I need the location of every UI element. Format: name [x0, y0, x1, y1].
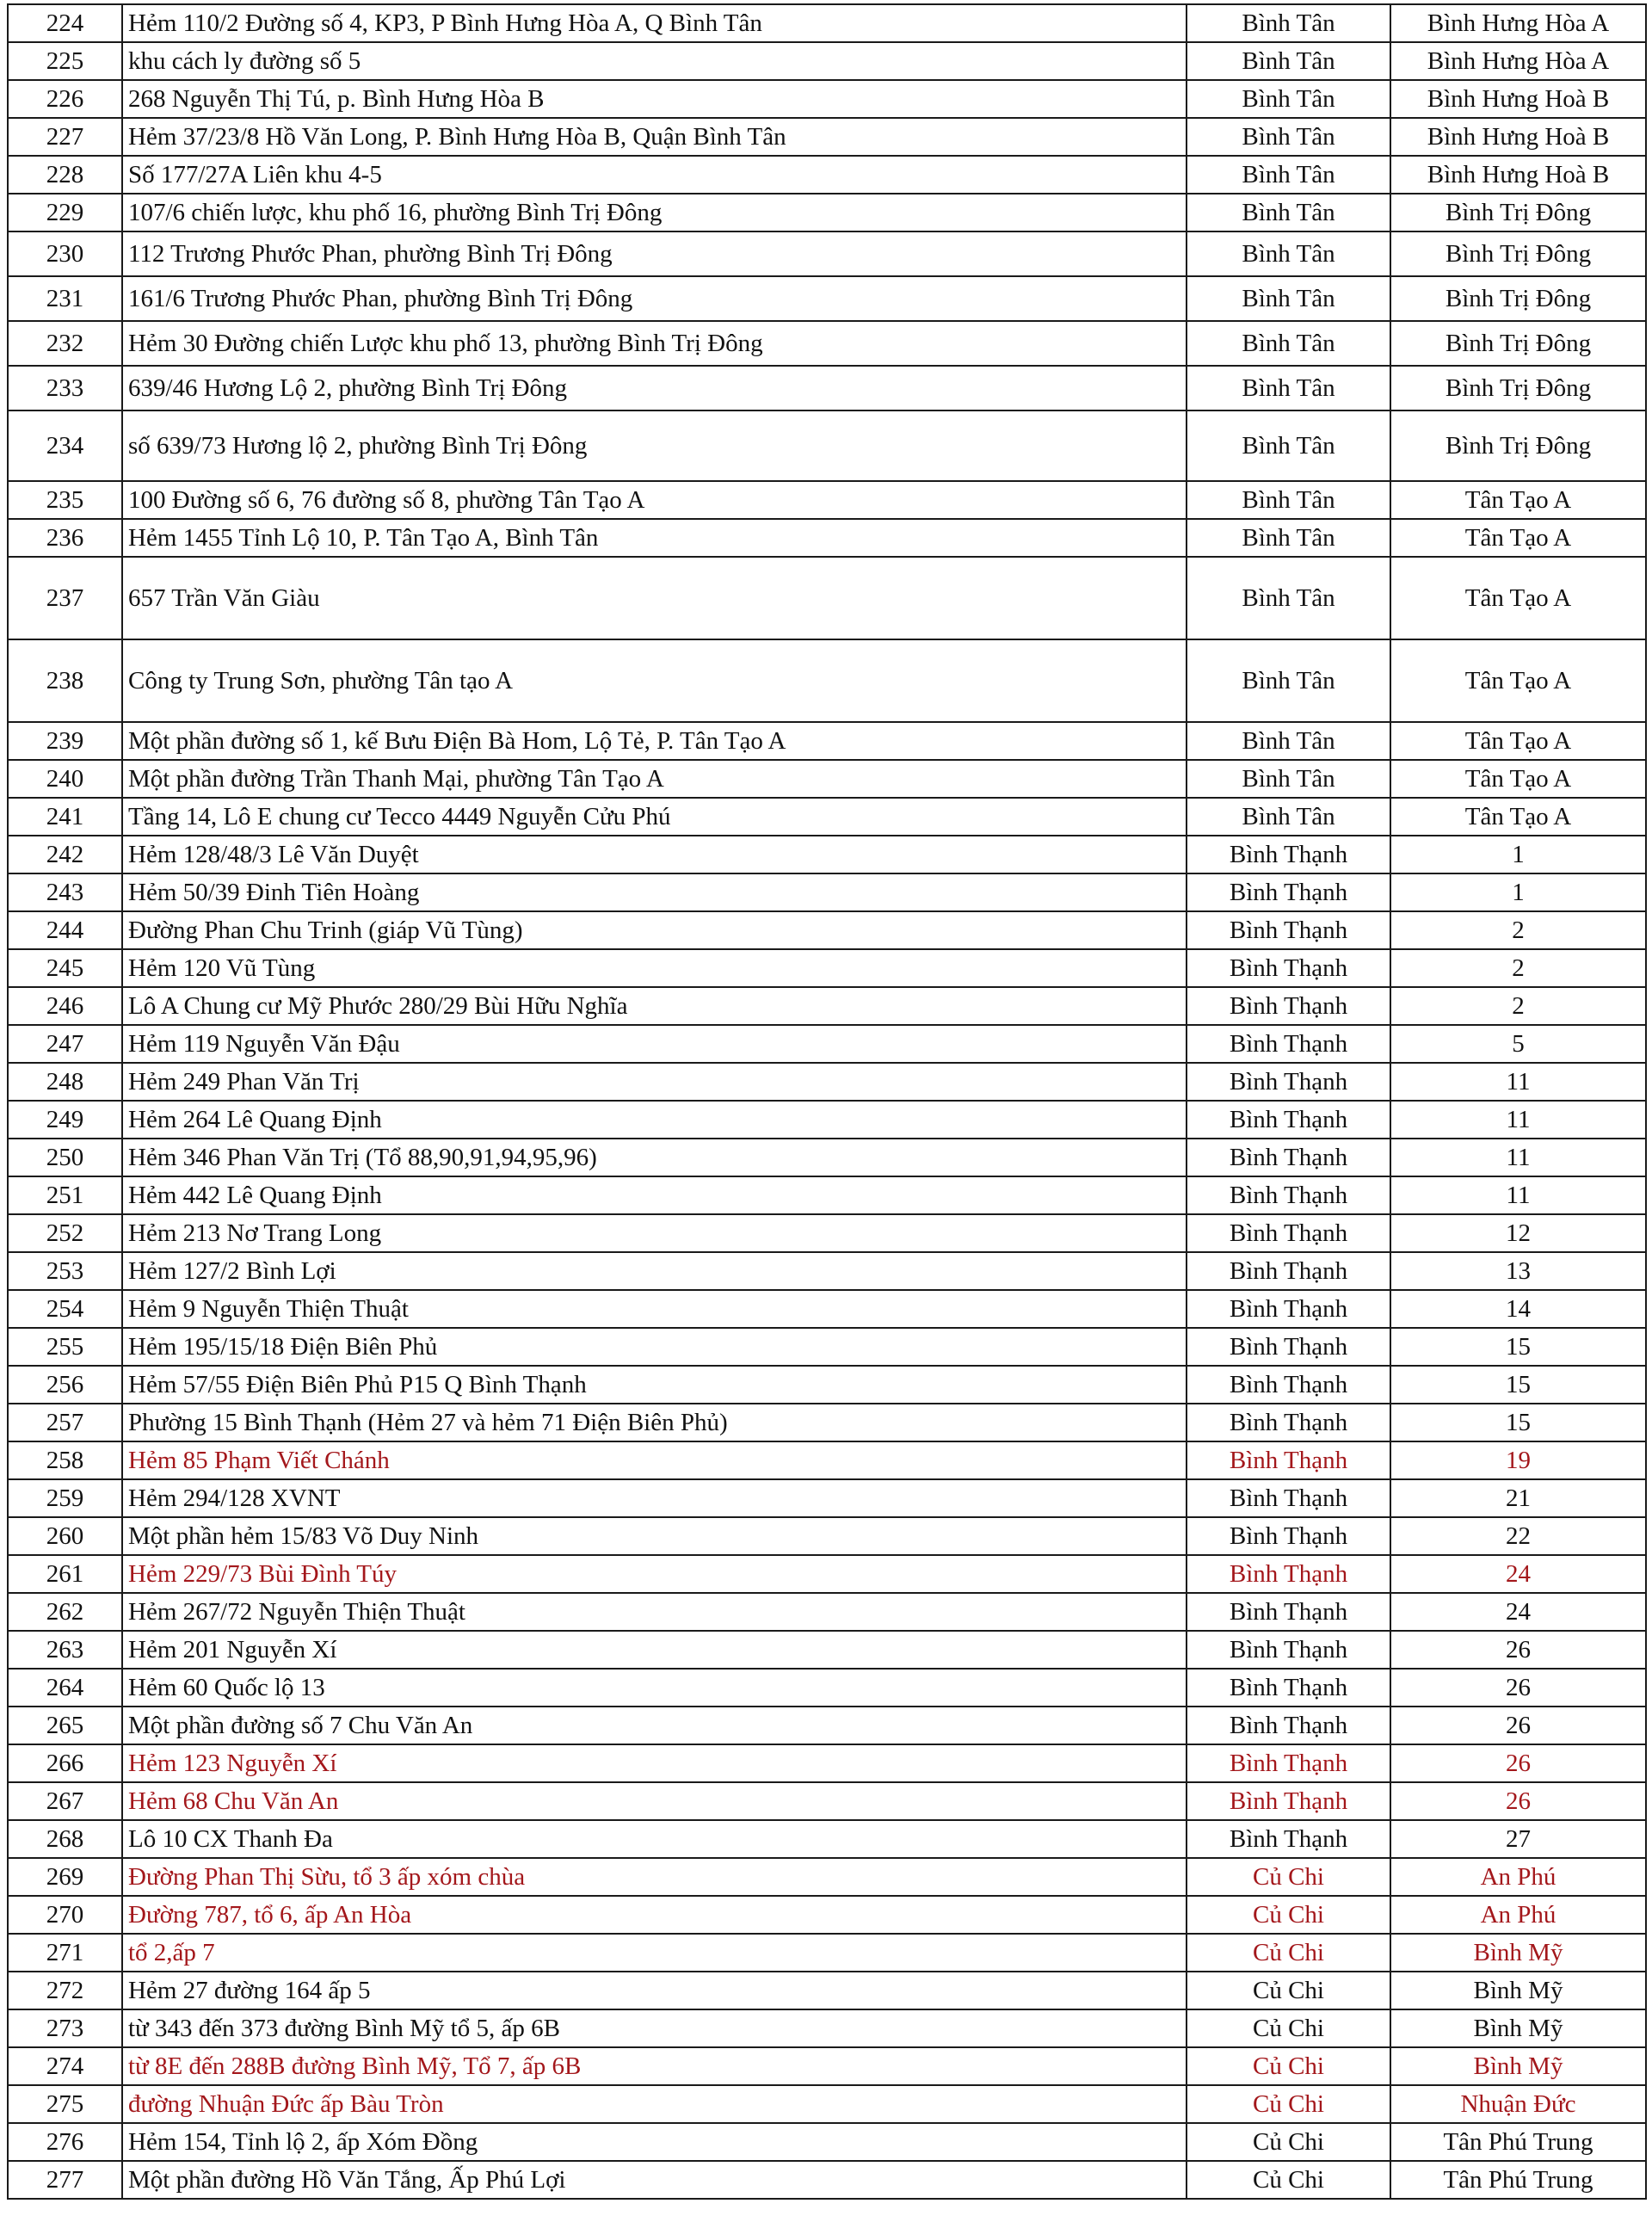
row-ward: 26 — [1390, 1631, 1646, 1669]
row-address: Hẻm 9 Nguyễn Thiện Thuật — [122, 1290, 1187, 1328]
row-address: tổ 2,ấp 7 — [122, 1934, 1187, 1972]
row-district: Bình Thạnh — [1187, 1479, 1390, 1517]
row-number: 277 — [8, 2161, 122, 2199]
row-ward: Bình Hưng Hòa A — [1390, 42, 1646, 80]
table-row — [8, 1328, 1646, 1366]
row-address: 100 Đường số 6, 76 đường số 8, phường Tân Tạo A — [122, 481, 1187, 519]
row-address: Tầng 14, Lô E chung cư Tecco 4449 Nguyễn Cửu Phú — [122, 798, 1187, 836]
row-district: Bình Thạnh — [1187, 873, 1390, 911]
row-ward: 11 — [1390, 1176, 1646, 1214]
table-row — [8, 722, 1646, 760]
row-address: Lô 10 CX Thanh Đa — [122, 1820, 1187, 1858]
table-row — [8, 1214, 1646, 1252]
row-ward: 12 — [1390, 1214, 1646, 1252]
table-row — [8, 194, 1646, 231]
row-address: Đường Phan Chu Trinh (giáp Vũ Tùng) — [122, 911, 1187, 949]
row-number: 259 — [8, 1479, 122, 1517]
row-number: 238 — [8, 639, 122, 722]
row-number: 252 — [8, 1214, 122, 1252]
row-district: Bình Tân — [1187, 321, 1390, 366]
row-number: 270 — [8, 1896, 122, 1934]
row-number: 235 — [8, 481, 122, 519]
row-ward: An Phú — [1390, 1896, 1646, 1934]
table-row — [8, 987, 1646, 1025]
row-number: 263 — [8, 1631, 122, 1669]
row-number: 224 — [8, 4, 122, 42]
table-row — [8, 1593, 1646, 1631]
table-row — [8, 2161, 1646, 2199]
row-address: Hẻm 60 Quốc lộ 13 — [122, 1669, 1187, 1707]
table-row — [8, 1858, 1646, 1896]
row-number: 258 — [8, 1441, 122, 1479]
row-number: 271 — [8, 1934, 122, 1972]
row-number: 274 — [8, 2047, 122, 2085]
row-ward: Tân Tạo A — [1390, 639, 1646, 722]
row-district: Bình Thạnh — [1187, 1139, 1390, 1176]
row-ward: 27 — [1390, 1820, 1646, 1858]
table-row — [8, 4, 1646, 42]
table-row — [8, 2009, 1646, 2047]
row-ward: Tân Tạo A — [1390, 481, 1646, 519]
table-row — [8, 1101, 1646, 1139]
row-address: Hẻm 110/2 Đường số 4, KP3, P Bình Hưng Hòa A, Q Bình Tân — [122, 4, 1187, 42]
row-address: Hẻm 264 Lê Quang Định — [122, 1101, 1187, 1139]
row-district: Bình Thạnh — [1187, 949, 1390, 987]
table-row — [8, 410, 1646, 481]
row-ward: 19 — [1390, 1441, 1646, 1479]
table-row — [8, 1782, 1646, 1820]
row-ward: Bình Trị Đông — [1390, 321, 1646, 366]
row-number: 248 — [8, 1063, 122, 1101]
row-number: 265 — [8, 1707, 122, 1744]
row-ward: Tân Phú Trung — [1390, 2161, 1646, 2199]
table-row — [8, 1404, 1646, 1441]
table-row — [8, 2085, 1646, 2123]
row-address: Hẻm 346 Phan Văn Trị (Tổ 88,90,91,94,95,96) — [122, 1139, 1187, 1176]
row-district: Bình Tân — [1187, 722, 1390, 760]
row-ward: Tân Tạo A — [1390, 519, 1646, 557]
row-address: Hẻm 201 Nguyễn Xí — [122, 1631, 1187, 1669]
row-number: 268 — [8, 1820, 122, 1858]
row-ward: Tân Phú Trung — [1390, 2123, 1646, 2161]
row-district: Bình Thạnh — [1187, 1214, 1390, 1252]
row-address: Số 177/27A Liên khu 4-5 — [122, 156, 1187, 194]
table-row — [8, 557, 1646, 639]
row-district: Bình Thạnh — [1187, 1063, 1390, 1101]
row-district: Bình Tân — [1187, 118, 1390, 156]
row-address: Hẻm 229/73 Bùi Đình Túy — [122, 1555, 1187, 1593]
table-row — [8, 1707, 1646, 1744]
row-address: Hẻm 127/2 Bình Lợi — [122, 1252, 1187, 1290]
table-row — [8, 1972, 1646, 2009]
row-district: Củ Chi — [1187, 2085, 1390, 2123]
row-number: 243 — [8, 873, 122, 911]
row-district: Bình Tân — [1187, 194, 1390, 231]
row-district: Bình Thạnh — [1187, 1176, 1390, 1214]
row-district: Bình Thạnh — [1187, 1517, 1390, 1555]
row-number: 266 — [8, 1744, 122, 1782]
row-number: 275 — [8, 2085, 122, 2123]
table-row — [8, 42, 1646, 80]
row-ward: Bình Hưng Hoà B — [1390, 80, 1646, 118]
table-row — [8, 481, 1646, 519]
row-ward: Bình Mỹ — [1390, 2047, 1646, 2085]
row-number: 261 — [8, 1555, 122, 1593]
table-row — [8, 1441, 1646, 1479]
row-number: 247 — [8, 1025, 122, 1063]
table-row — [8, 156, 1646, 194]
row-ward: Nhuận Đức — [1390, 2085, 1646, 2123]
row-district: Bình Thạnh — [1187, 911, 1390, 949]
row-number: 229 — [8, 194, 122, 231]
row-ward: Bình Trị Đông — [1390, 231, 1646, 276]
row-ward: 15 — [1390, 1328, 1646, 1366]
row-district: Bình Thạnh — [1187, 1669, 1390, 1707]
row-district: Củ Chi — [1187, 1858, 1390, 1896]
table-row — [8, 836, 1646, 873]
row-number: 260 — [8, 1517, 122, 1555]
row-ward: Bình Mỹ — [1390, 2009, 1646, 2047]
row-address: Hẻm 154, Tỉnh lộ 2, ấp Xóm Đồng — [122, 2123, 1187, 2161]
row-number: 228 — [8, 156, 122, 194]
row-ward: Tân Tạo A — [1390, 760, 1646, 798]
row-address: Đường Phan Thị Sừu, tổ 3 ấp xóm chùa — [122, 1858, 1187, 1896]
row-district: Bình Thạnh — [1187, 1252, 1390, 1290]
row-number: 262 — [8, 1593, 122, 1631]
row-number: 230 — [8, 231, 122, 276]
row-number: 244 — [8, 911, 122, 949]
row-ward: 26 — [1390, 1782, 1646, 1820]
row-ward: Bình Mỹ — [1390, 1934, 1646, 1972]
row-address: từ 8E đến 288B đường Bình Mỹ, Tổ 7, ấp 6B — [122, 2047, 1187, 2085]
table-row — [8, 1063, 1646, 1101]
row-ward: 2 — [1390, 987, 1646, 1025]
row-number: 249 — [8, 1101, 122, 1139]
row-address: Lô A Chung cư Mỹ Phước 280/29 Bùi Hữu Nghĩa — [122, 987, 1187, 1025]
row-district: Bình Thạnh — [1187, 1328, 1390, 1366]
row-district: Bình Thạnh — [1187, 1290, 1390, 1328]
row-number: 276 — [8, 2123, 122, 2161]
table-row — [8, 639, 1646, 722]
row-district: Bình Tân — [1187, 156, 1390, 194]
table-row — [8, 2123, 1646, 2161]
row-district: Bình Thạnh — [1187, 1404, 1390, 1441]
row-district: Bình Thạnh — [1187, 987, 1390, 1025]
row-district: Bình Tân — [1187, 481, 1390, 519]
row-number: 257 — [8, 1404, 122, 1441]
row-district: Củ Chi — [1187, 2047, 1390, 2085]
row-address: 161/6 Trương Phước Phan, phường Bình Trị Đông — [122, 276, 1187, 321]
row-number: 255 — [8, 1328, 122, 1366]
table-row — [8, 1290, 1646, 1328]
row-address: Một phần đường số 1, kế Bưu Điện Bà Hom, Lộ Tẻ, P. Tân Tạo A — [122, 722, 1187, 760]
row-ward: Bình Trị Đông — [1390, 410, 1646, 481]
row-number: 272 — [8, 1972, 122, 2009]
row-address: Hẻm 30 Đường chiến Lược khu phố 13, phường Bình Trị Đông — [122, 321, 1187, 366]
row-ward: 1 — [1390, 873, 1646, 911]
row-number: 225 — [8, 42, 122, 80]
row-ward: Bình Trị Đông — [1390, 366, 1646, 410]
row-address: 639/46 Hương Lộ 2, phường Bình Trị Đông — [122, 366, 1187, 410]
row-address: Hẻm 442 Lê Quang Định — [122, 1176, 1187, 1214]
row-address: Phường 15 Bình Thạnh (Hẻm 27 và hẻm 71 Điện Biên Phủ) — [122, 1404, 1187, 1441]
row-address: Hẻm 50/39 Đinh Tiên Hoàng — [122, 873, 1187, 911]
row-address: Hẻm 120 Vũ Tùng — [122, 949, 1187, 987]
row-ward: Bình Trị Đông — [1390, 194, 1646, 231]
row-district: Bình Thạnh — [1187, 1820, 1390, 1858]
row-ward: 11 — [1390, 1101, 1646, 1139]
table-row — [8, 1820, 1646, 1858]
row-ward: 11 — [1390, 1139, 1646, 1176]
table-row — [8, 231, 1646, 276]
table-row — [8, 1517, 1646, 1555]
table-row — [8, 1631, 1646, 1669]
row-address: Hẻm 57/55 Điện Biên Phủ P15 Q Bình Thạnh — [122, 1366, 1187, 1404]
table-row — [8, 911, 1646, 949]
row-number: 231 — [8, 276, 122, 321]
row-address: Hẻm 128/48/3 Lê Văn Duyệt — [122, 836, 1187, 873]
row-address: Một phần đường Trần Thanh Mại, phường Tân Tạo A — [122, 760, 1187, 798]
row-ward: 5 — [1390, 1025, 1646, 1063]
row-district: Bình Thạnh — [1187, 1366, 1390, 1404]
row-ward: Tân Tạo A — [1390, 798, 1646, 836]
row-district: Bình Thạnh — [1187, 1631, 1390, 1669]
row-address: 107/6 chiến lược, khu phố 16, phường Bình Trị Đông — [122, 194, 1187, 231]
row-district: Bình Thạnh — [1187, 1744, 1390, 1782]
row-ward: 22 — [1390, 1517, 1646, 1555]
table-row — [8, 1479, 1646, 1517]
row-address: Hẻm 85 Phạm Viết Chánh — [122, 1441, 1187, 1479]
row-district: Củ Chi — [1187, 2009, 1390, 2047]
row-address: Hẻm 249 Phan Văn Trị — [122, 1063, 1187, 1101]
table-row — [8, 760, 1646, 798]
table-row — [8, 1252, 1646, 1290]
row-district: Bình Thạnh — [1187, 1707, 1390, 1744]
row-address: khu cách ly đường số 5 — [122, 42, 1187, 80]
row-address: Hẻm 27 đường 164 ấp 5 — [122, 1972, 1187, 2009]
row-number: 245 — [8, 949, 122, 987]
row-district: Bình Tân — [1187, 760, 1390, 798]
row-number: 251 — [8, 1176, 122, 1214]
row-number: 241 — [8, 798, 122, 836]
table-row — [8, 80, 1646, 118]
row-number: 253 — [8, 1252, 122, 1290]
row-number: 236 — [8, 519, 122, 557]
table-body — [8, 4, 1646, 2199]
row-ward: Bình Hưng Hoà B — [1390, 118, 1646, 156]
row-address: Hẻm 119 Nguyễn Văn Đậu — [122, 1025, 1187, 1063]
row-ward: An Phú — [1390, 1858, 1646, 1896]
row-ward: Bình Hưng Hoà B — [1390, 156, 1646, 194]
row-district: Bình Tân — [1187, 366, 1390, 410]
row-ward: 24 — [1390, 1555, 1646, 1593]
row-ward: Bình Trị Đông — [1390, 276, 1646, 321]
row-number: 226 — [8, 80, 122, 118]
row-number: 227 — [8, 118, 122, 156]
row-address: 657 Trần Văn Giàu — [122, 557, 1187, 639]
row-district: Bình Thạnh — [1187, 1101, 1390, 1139]
table-row — [8, 276, 1646, 321]
row-address: 268 Nguyễn Thị Tú, p. Bình Hưng Hòa B — [122, 80, 1187, 118]
table-row — [8, 1669, 1646, 1707]
row-district: Bình Tân — [1187, 80, 1390, 118]
row-district: Củ Chi — [1187, 1934, 1390, 1972]
row-address: Hẻm 1455 Tỉnh Lộ 10, P. Tân Tạo A, Bình Tân — [122, 519, 1187, 557]
row-district: Bình Thạnh — [1187, 836, 1390, 873]
row-number: 240 — [8, 760, 122, 798]
table-row — [8, 873, 1646, 911]
row-number: 242 — [8, 836, 122, 873]
row-address: Hẻm 213 Nơ Trang Long — [122, 1214, 1187, 1252]
row-district: Bình Tân — [1187, 276, 1390, 321]
row-district: Bình Thạnh — [1187, 1441, 1390, 1479]
row-number: 256 — [8, 1366, 122, 1404]
row-ward: 14 — [1390, 1290, 1646, 1328]
table-row — [8, 1744, 1646, 1782]
row-district: Bình Thạnh — [1187, 1593, 1390, 1631]
row-district: Củ Chi — [1187, 1972, 1390, 2009]
table-row — [8, 1139, 1646, 1176]
row-ward: 15 — [1390, 1366, 1646, 1404]
row-ward: 24 — [1390, 1593, 1646, 1631]
row-number: 232 — [8, 321, 122, 366]
row-number: 250 — [8, 1139, 122, 1176]
row-district: Bình Thạnh — [1187, 1025, 1390, 1063]
row-address: đường Nhuận Đức ấp Bàu Tròn — [122, 2085, 1187, 2123]
address-table — [7, 3, 1647, 2200]
row-address: Đường 787, tổ 6, ấp An Hòa — [122, 1896, 1187, 1934]
row-address: Một phần hẻm 15/83 Võ Duy Ninh — [122, 1517, 1187, 1555]
row-ward: 11 — [1390, 1063, 1646, 1101]
row-ward: 1 — [1390, 836, 1646, 873]
row-ward: 15 — [1390, 1404, 1646, 1441]
row-number: 269 — [8, 1858, 122, 1896]
row-address: Một phần đường số 7 Chu Văn An — [122, 1707, 1187, 1744]
row-address: số 639/73 Hương lộ 2, phường Bình Trị Đông — [122, 410, 1187, 481]
row-number: 264 — [8, 1669, 122, 1707]
row-district: Bình Tân — [1187, 519, 1390, 557]
row-address: Hẻm 195/15/18 Điện Biên Phủ — [122, 1328, 1187, 1366]
row-ward: Tân Tạo A — [1390, 557, 1646, 639]
row-number: 246 — [8, 987, 122, 1025]
row-ward: 13 — [1390, 1252, 1646, 1290]
table-row — [8, 798, 1646, 836]
table-row — [8, 1366, 1646, 1404]
row-district: Củ Chi — [1187, 2123, 1390, 2161]
row-ward: 2 — [1390, 911, 1646, 949]
table-row — [8, 1555, 1646, 1593]
row-address: Một phần đường Hồ Văn Tắng, Ấp Phú Lợi — [122, 2161, 1187, 2199]
row-ward: Tân Tạo A — [1390, 722, 1646, 760]
row-address: Công ty Trung Sơn, phường Tân tạo A — [122, 639, 1187, 722]
row-number: 267 — [8, 1782, 122, 1820]
table-row — [8, 1934, 1646, 1972]
row-number: 233 — [8, 366, 122, 410]
row-ward: Bình Mỹ — [1390, 1972, 1646, 2009]
row-district: Củ Chi — [1187, 1896, 1390, 1934]
table-row — [8, 1896, 1646, 1934]
row-district: Bình Tân — [1187, 4, 1390, 42]
table-row — [8, 949, 1646, 987]
row-address: Hẻm 123 Nguyễn Xí — [122, 1744, 1187, 1782]
row-district: Bình Tân — [1187, 231, 1390, 276]
row-address: Hẻm 68 Chu Văn An — [122, 1782, 1187, 1820]
row-number: 254 — [8, 1290, 122, 1328]
row-district: Bình Tân — [1187, 639, 1390, 722]
row-district: Bình Thạnh — [1187, 1782, 1390, 1820]
row-address: Hẻm 37/23/8 Hồ Văn Long, P. Bình Hưng Hòa B, Quận Bình Tân — [122, 118, 1187, 156]
table-row — [8, 519, 1646, 557]
row-ward: 26 — [1390, 1707, 1646, 1744]
row-address: từ 343 đến 373 đường Bình Mỹ tổ 5, ấp 6B — [122, 2009, 1187, 2047]
row-district: Bình Tân — [1187, 557, 1390, 639]
row-ward: 26 — [1390, 1669, 1646, 1707]
row-ward: Bình Hưng Hòa A — [1390, 4, 1646, 42]
row-district: Bình Tân — [1187, 410, 1390, 481]
row-ward: 26 — [1390, 1744, 1646, 1782]
table-row — [8, 2047, 1646, 2085]
row-number: 239 — [8, 722, 122, 760]
row-ward: 21 — [1390, 1479, 1646, 1517]
table-row — [8, 118, 1646, 156]
row-number: 234 — [8, 410, 122, 481]
row-address: 112 Trương Phước Phan, phường Bình Trị Đông — [122, 231, 1187, 276]
row-number: 237 — [8, 557, 122, 639]
table-row — [8, 1176, 1646, 1214]
row-district: Củ Chi — [1187, 2161, 1390, 2199]
row-district: Bình Tân — [1187, 42, 1390, 80]
row-district: Bình Tân — [1187, 798, 1390, 836]
table-row — [8, 1025, 1646, 1063]
row-ward: 2 — [1390, 949, 1646, 987]
row-number: 273 — [8, 2009, 122, 2047]
row-address: Hẻm 294/128 XVNT — [122, 1479, 1187, 1517]
table-row — [8, 366, 1646, 410]
table-row — [8, 321, 1646, 366]
row-address: Hẻm 267/72 Nguyễn Thiện Thuật — [122, 1593, 1187, 1631]
row-district: Bình Thạnh — [1187, 1555, 1390, 1593]
